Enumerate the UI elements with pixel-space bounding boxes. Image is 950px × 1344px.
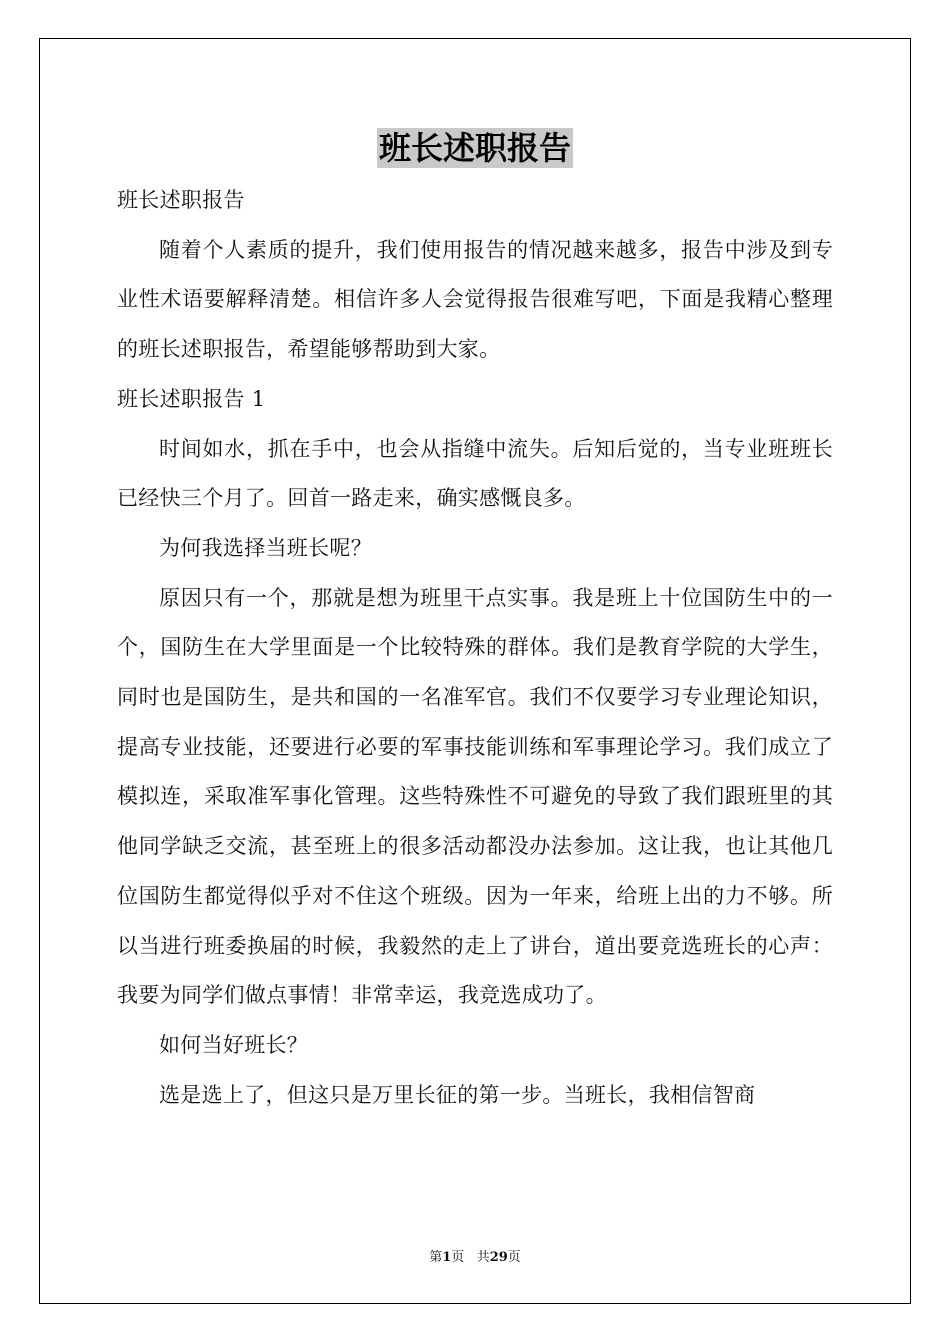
paragraph: 时间如水，抓在手中，也会从指缝中流失。后知后觉的，当专业班班长已经快三个月了。回首一路走来，确实感慨良多。 [117, 436, 833, 511]
paragraph: 如何当好班长？ [159, 1032, 309, 1057]
document-body [117, 176, 833, 1120]
paragraph: 原因只有一个，那就是想为班里干点实事。我是班上十位国防生中的一个，国防生在大学里面是一个比较特殊的群体。我们是教育学院的大学生，同时也是国防生，是共和国的一名准军官。我们不仅要学习专业理论知识，提高专业技能，还要进行必要的军事技能训练和军事理论学习。我们成立了模拟连，采取准军事化管理。这些特殊性不可避免的导致了我们跟班里的其他同学缺乏交流，甚至班上的很多活动都没办法参加。这让我，也让其他几位国防生都觉得似乎对不住这个班级。因为一年来，给班上出的力不够。所以当进行班委换届的时候，我毅然的走上了讲台，道出要竞选班长的心声：我要为同学们做点事情！非常幸运，我竞选成功了。 [117, 585, 833, 1008]
footer-prefix: 第 [429, 1250, 443, 1265]
footer-page-number: 1 [442, 1250, 452, 1265]
paragraph: 为何我选择当班长呢？ [159, 535, 372, 560]
paragraph: 选是选上了，但这只是万里长征的第一步。当班长，我相信智商 [159, 1082, 756, 1107]
page-footer [0, 1246, 950, 1265]
paragraph: 班长述职报告 [117, 188, 245, 212]
footer-total-suffix: 页 [507, 1250, 521, 1265]
document-title: 班长述职报告 [378, 129, 571, 167]
footer-page-suffix: 页 [451, 1250, 465, 1265]
title-container [0, 128, 950, 168]
footer-total-pages: 29 [489, 1250, 508, 1265]
paragraph: 随着个人素质的提升，我们使用报告的情况越来越多，报告中涉及到专业性术语要解释清楚。相信许多人会觉得报告很难写吧，下面是我精心整理的班长述职报告，希望能够帮助到大家。 [117, 237, 833, 362]
paragraph: 班长述职报告 1 [117, 386, 266, 411]
footer-total-prefix: 共 [476, 1250, 490, 1265]
